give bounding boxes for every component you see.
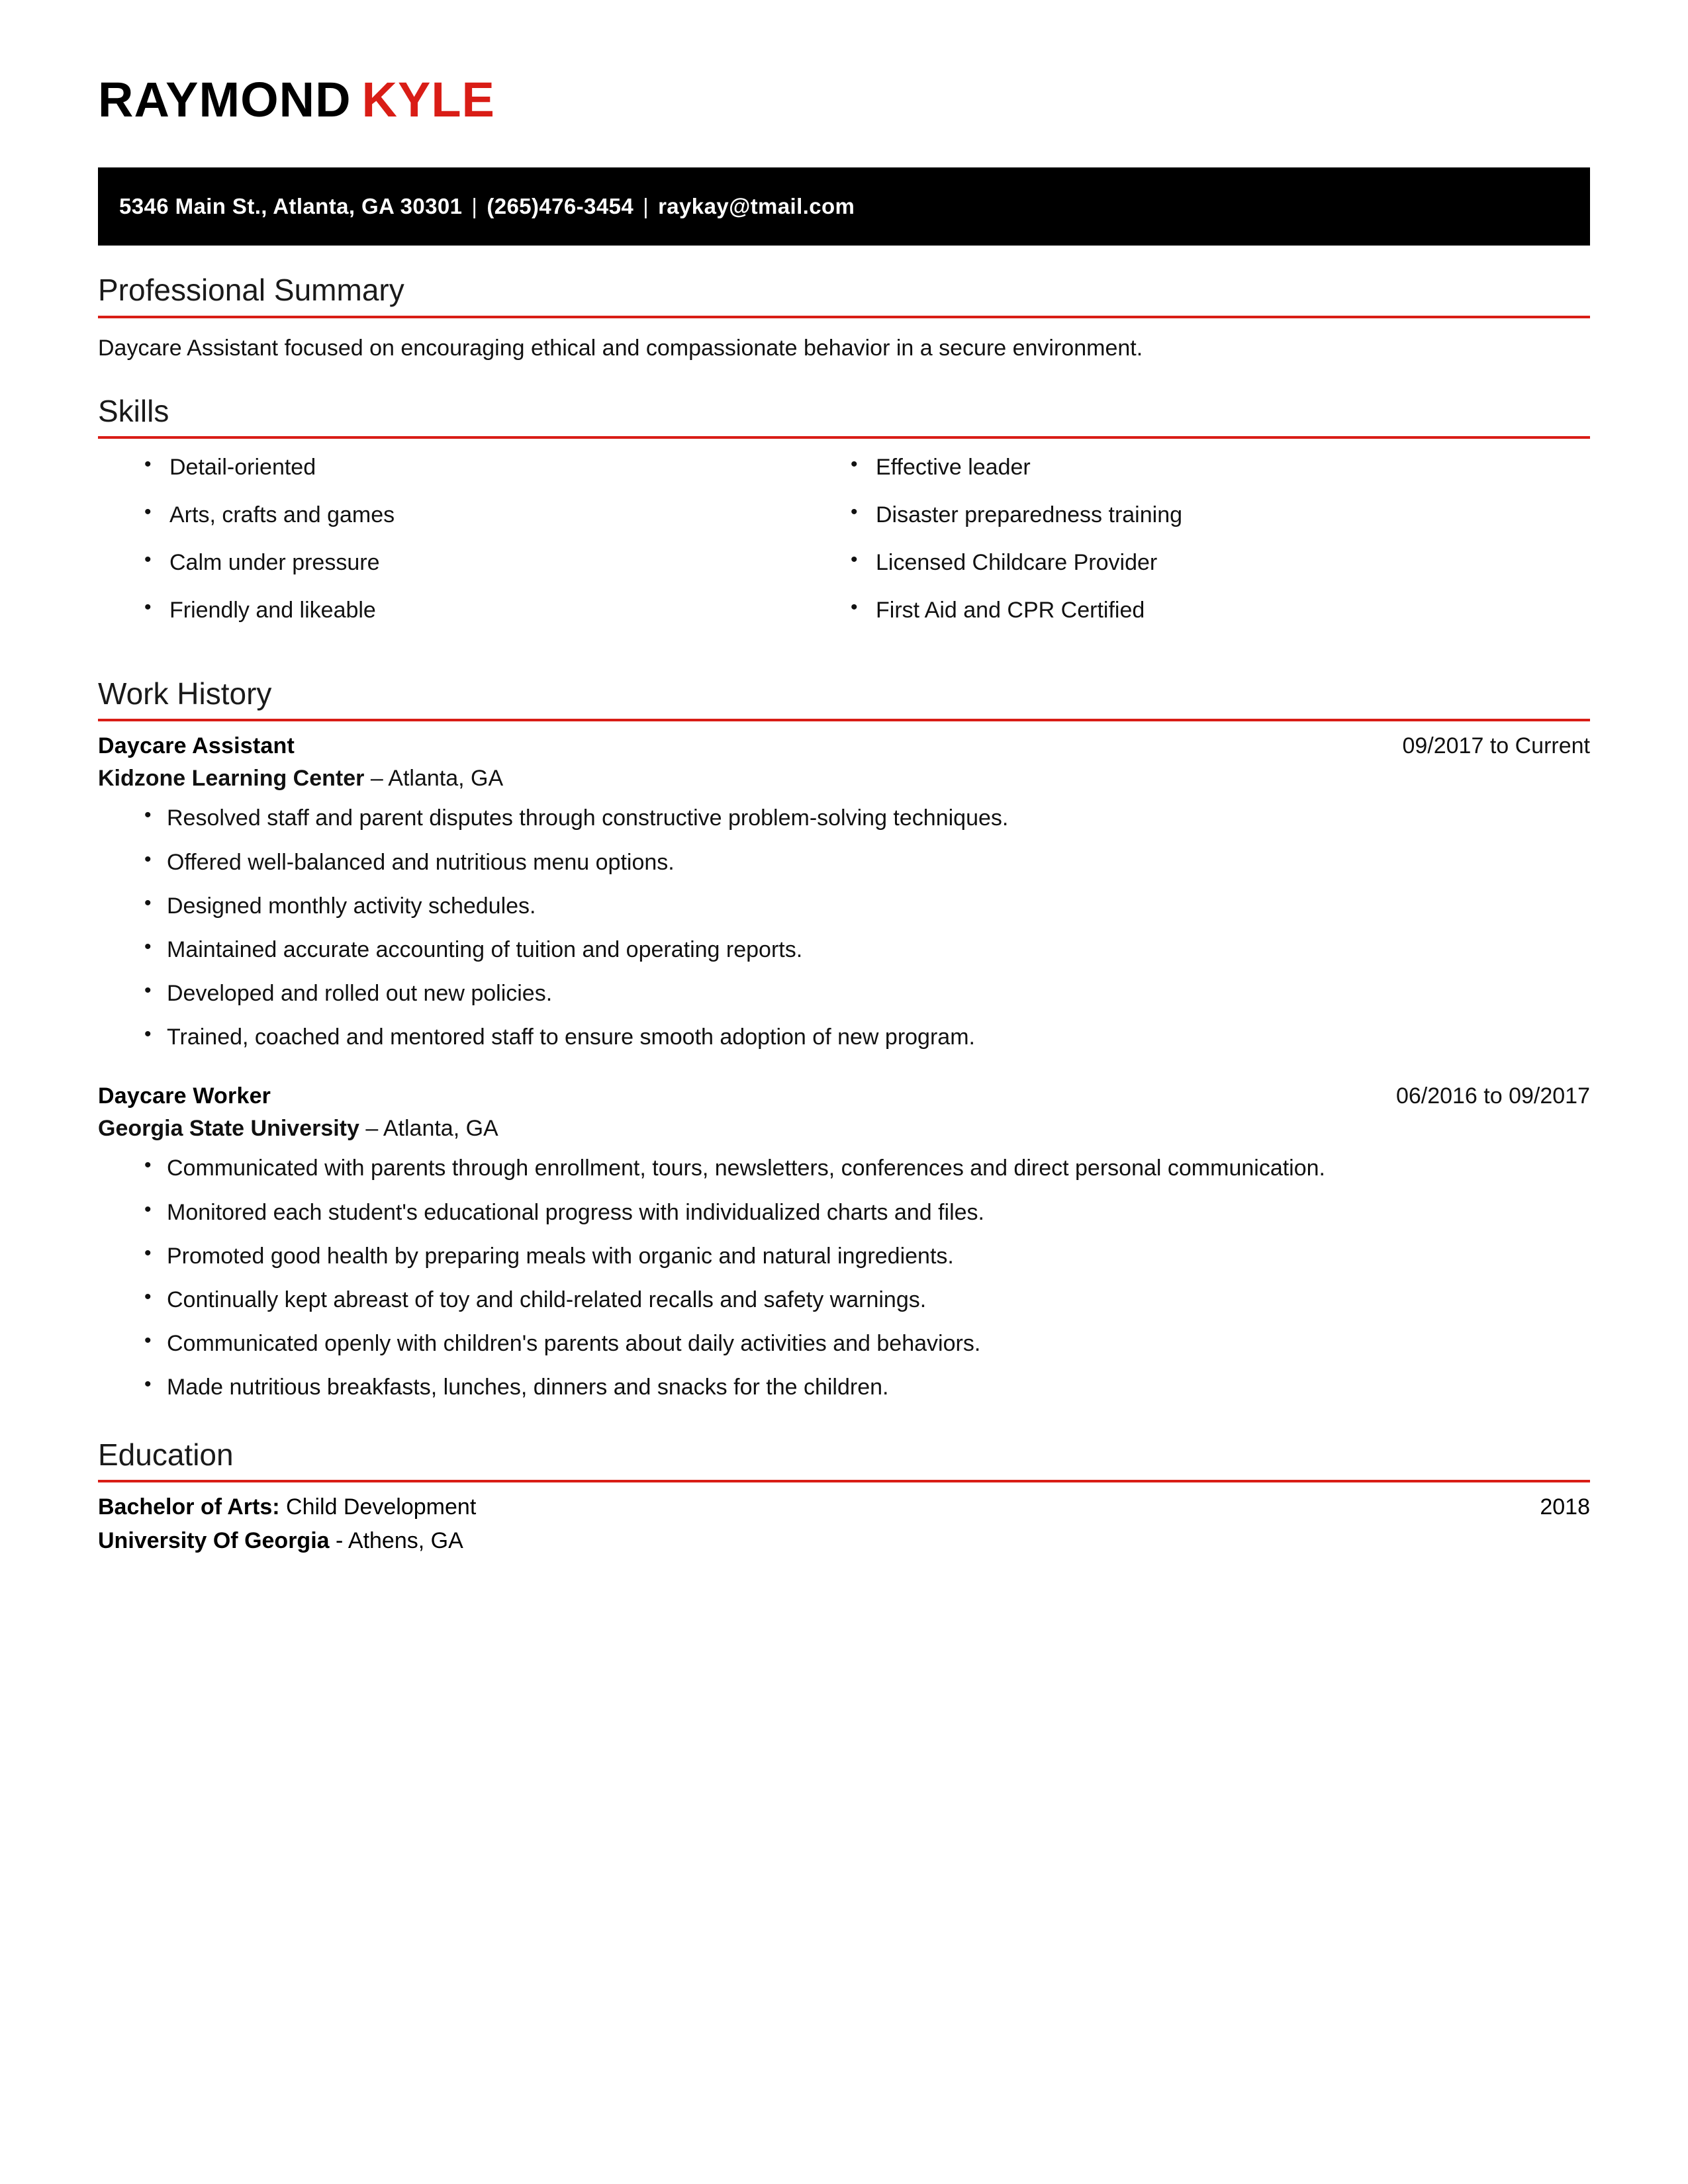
list-item: • Friendly and likeable: [138, 598, 844, 623]
list-item: • Made nutritious breakfasts, lunches, dinners and snacks for the children.: [138, 1373, 1590, 1402]
list-item: • Offered well-balanced and nutritious menu options.: [138, 848, 1590, 877]
section-professional-summary: [98, 272, 1590, 366]
first-name: RAYMOND: [98, 72, 352, 127]
job-company: Kidzone Learning Center: [98, 766, 365, 792]
list-item: • Licensed Childcare Provider: [844, 550, 1590, 575]
education-school: University Of Georgia: [98, 1527, 330, 1553]
list-item: • Disaster preparedness training: [844, 502, 1590, 527]
skills-list-left: [138, 455, 844, 623]
section-skills: [98, 393, 1590, 646]
job-company: Georgia State University: [98, 1116, 359, 1142]
job-entry: [98, 733, 1590, 1052]
section-work-history: [98, 676, 1590, 1402]
candidate-name: [98, 0, 1590, 126]
list-item: • Continually kept abreast of toy and child-related recalls and safety warnings.: [138, 1285, 1590, 1314]
summary-text: Daycare Assistant focused on encouraging ethical and compassionate behavior in a secure environment.: [98, 335, 1143, 361]
job-location: – Atlanta, GA: [370, 766, 504, 792]
education-year: 2018: [1540, 1494, 1590, 1520]
job-title: Daycare Assistant: [98, 733, 295, 759]
contact-separator-1: |: [471, 194, 478, 219]
section-divider-work-history: [98, 719, 1590, 721]
list-item: • Monitored each student's educational progress with individualized charts and files.: [138, 1198, 1590, 1227]
list-item: • Detail-oriented: [138, 455, 844, 480]
skills-columns: [98, 455, 1590, 645]
job-bullets: [98, 1154, 1590, 1402]
section-title-skills: Skills: [98, 393, 169, 428]
job-dates: 09/2017 to Current: [1402, 733, 1590, 759]
list-item: • Resolved staff and parent disputes through constructive problem-solving techniques.: [138, 803, 1590, 833]
job-company-line: [98, 766, 1590, 792]
list-item: • Communicated openly with children's parents about daily activities and behaviors.: [138, 1329, 1590, 1358]
education-school-location: - Athens, GA: [329, 1527, 463, 1553]
list-item: • Calm under pressure: [138, 550, 844, 575]
job-header: [98, 733, 1590, 759]
list-item: • Maintained accurate accounting of tuition and operating reports.: [138, 935, 1590, 964]
job-entry: [98, 1083, 1590, 1402]
section-divider-education: [98, 1480, 1590, 1482]
skills-list-right: [844, 455, 1590, 623]
list-item: • Communicated with parents through enrollment, tours, newsletters, conferences and direct personal communication.: [138, 1154, 1590, 1183]
education-school-line: [98, 1528, 1590, 1554]
section-divider-summary: [98, 316, 1590, 318]
skills-column-right: [844, 455, 1590, 645]
last-name: KYLE: [361, 72, 495, 127]
section-divider-skills: [98, 436, 1590, 439]
contact-address: 5346 Main St., Atlanta, GA 30301: [119, 194, 463, 219]
education-degree-line: [98, 1494, 476, 1520]
section-title-education: Education: [98, 1437, 234, 1472]
list-item: • First Aid and CPR Certified: [844, 598, 1590, 623]
job-title: Daycare Worker: [98, 1083, 271, 1109]
job-header: [98, 1083, 1590, 1109]
section-title-work-history: Work History: [98, 676, 272, 711]
contact-phone: (265)476-3454: [487, 194, 634, 219]
skills-column-left: [98, 455, 844, 645]
contact-bar: [98, 167, 1590, 246]
job-company-line: [98, 1116, 1590, 1142]
job-bullets: [98, 803, 1590, 1052]
education-degree-field: Child Development: [279, 1494, 477, 1520]
list-item: • Effective leader: [844, 455, 1590, 480]
contact-email: raykay@tmail.com: [658, 194, 855, 219]
section-education: [98, 1437, 1590, 1554]
list-item: • Trained, coached and mentored staff to ensure smooth adoption of new program.: [138, 1023, 1590, 1052]
list-item: • Designed monthly activity schedules.: [138, 891, 1590, 921]
section-title-summary: Professional Summary: [98, 273, 404, 308]
list-item: • Developed and rolled out new policies.: [138, 979, 1590, 1008]
job-location: – Atlanta, GA: [365, 1116, 498, 1142]
education-degree-label: Bachelor of Arts:: [98, 1494, 280, 1520]
contact-separator-2: |: [643, 194, 649, 219]
list-item: • Arts, crafts and games: [138, 502, 844, 527]
list-item: • Promoted good health by preparing meals with organic and natural ingredients.: [138, 1242, 1590, 1271]
job-dates: 06/2016 to 09/2017: [1395, 1083, 1590, 1109]
education-entry: [98, 1494, 1590, 1520]
